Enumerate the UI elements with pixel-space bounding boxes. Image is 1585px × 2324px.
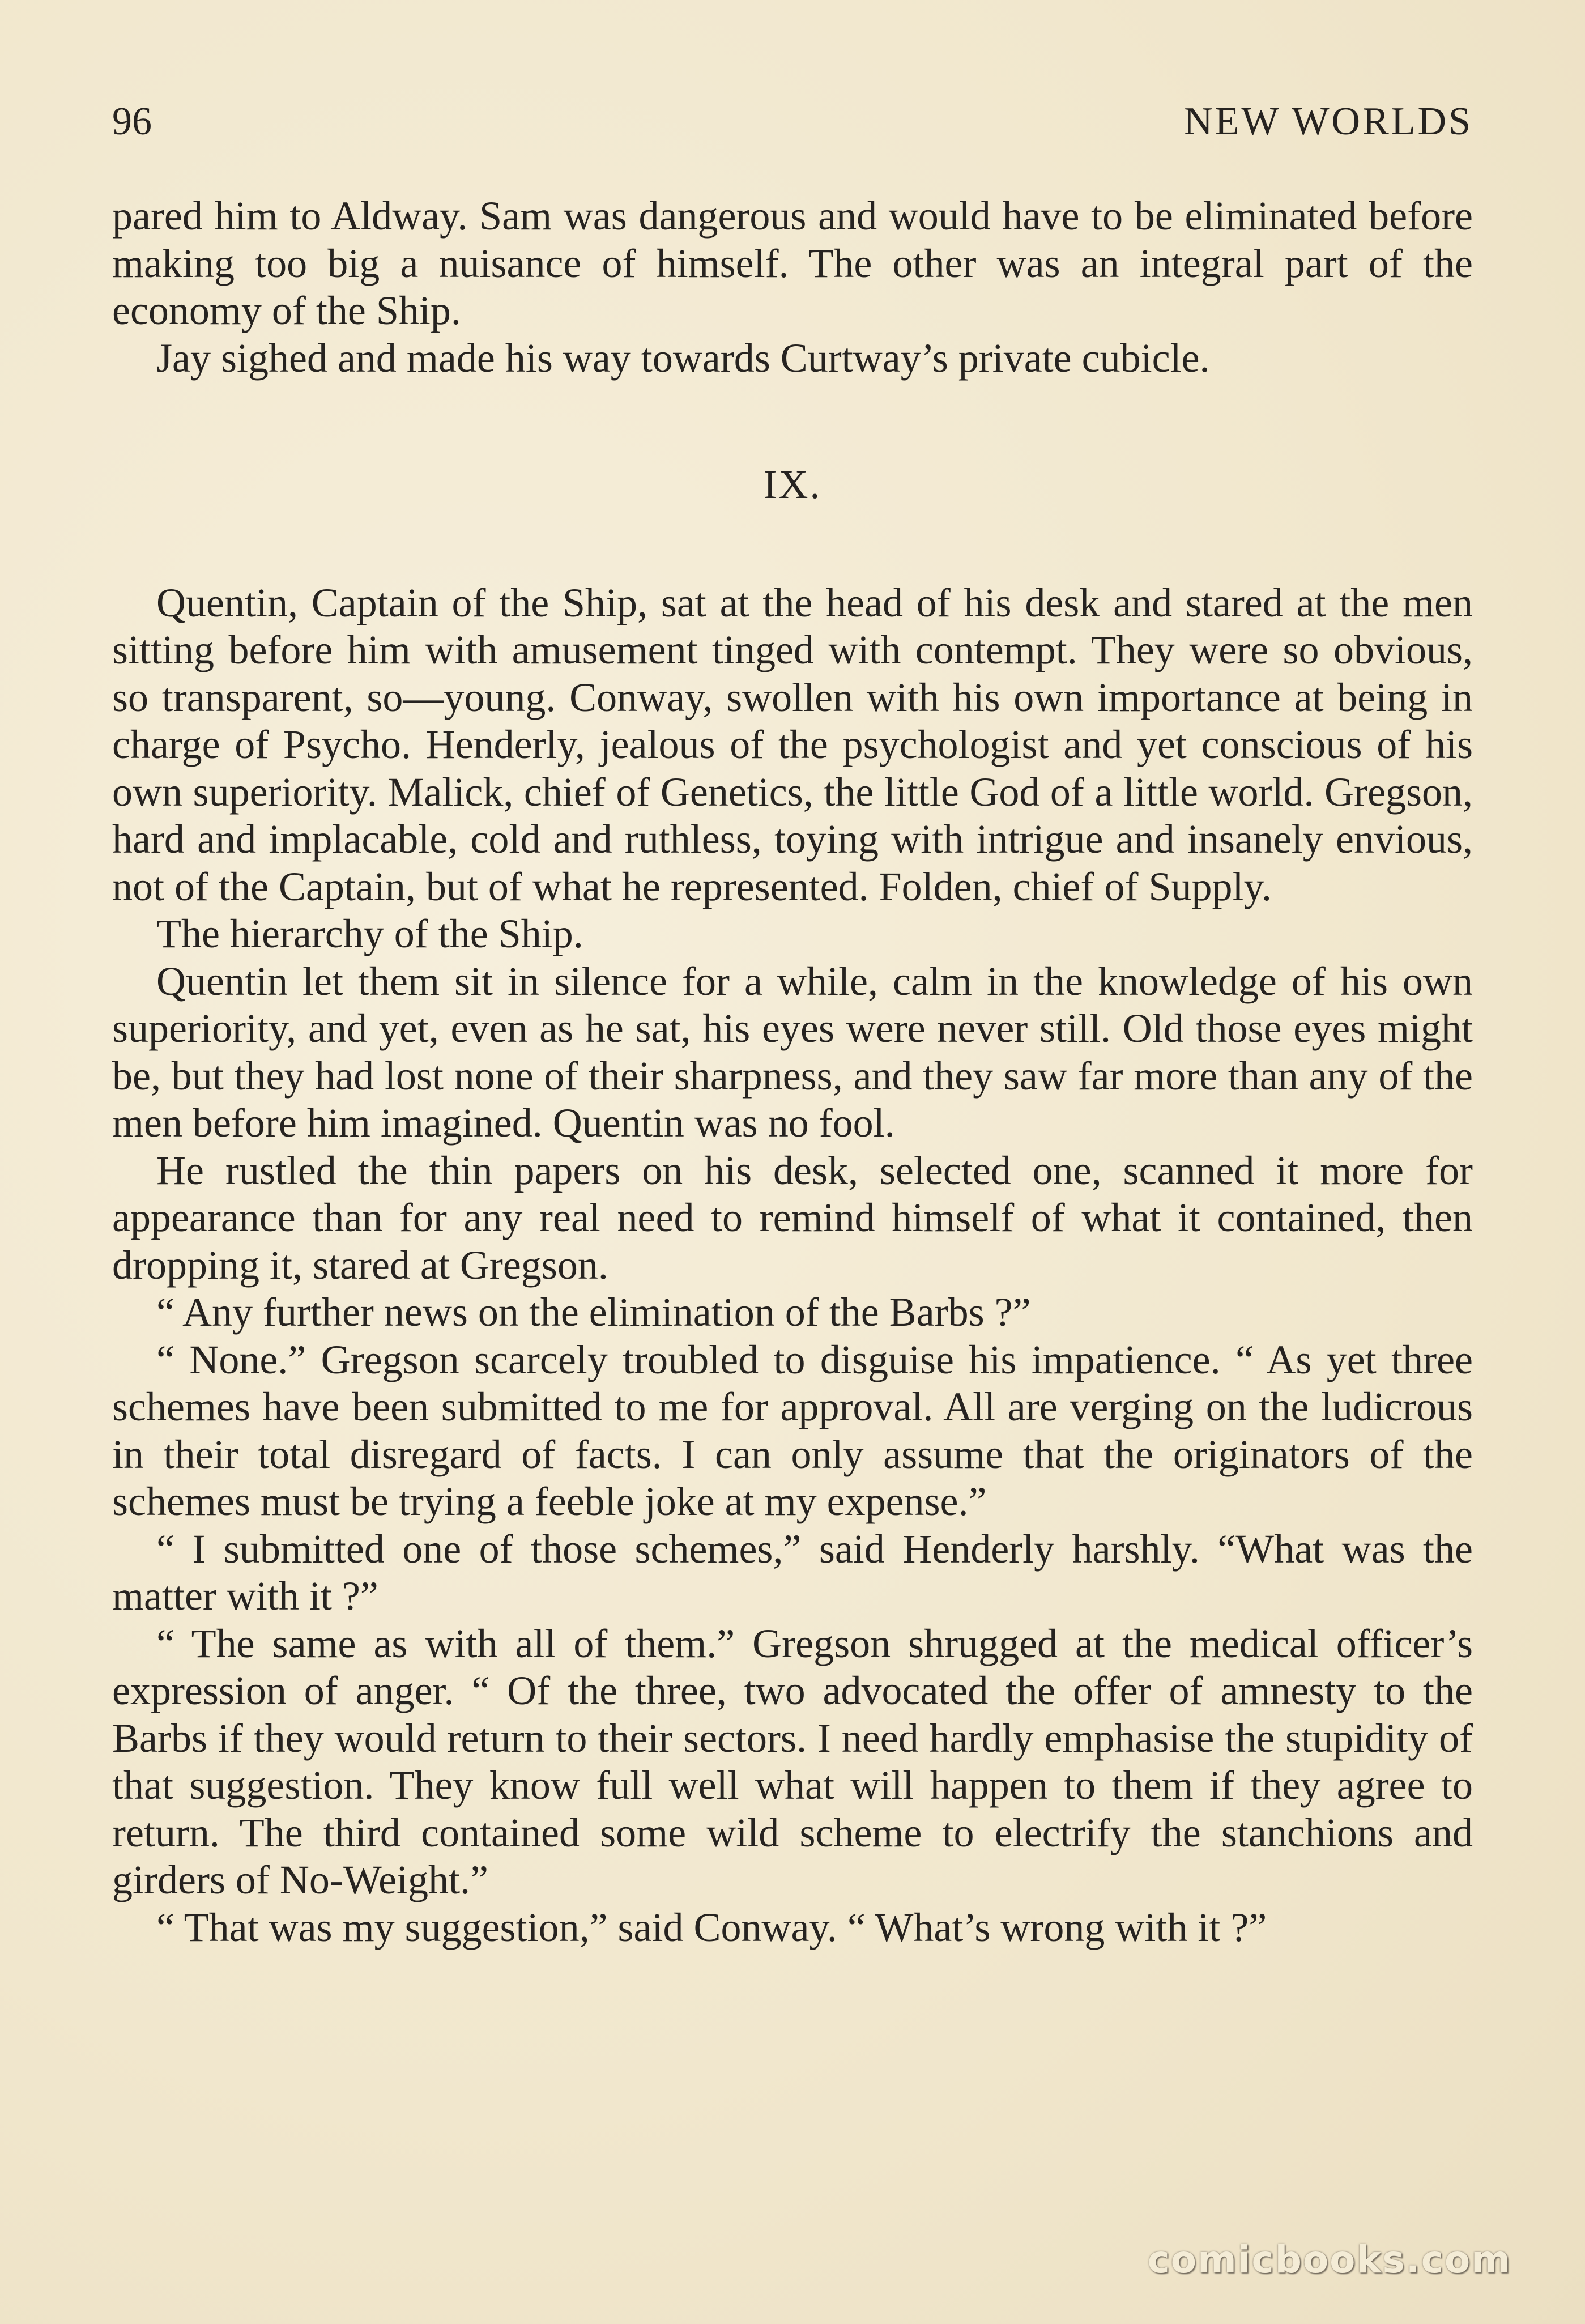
dialogue-paragraph: “ I submitted one of those schemes,” said Henderly harshly. “What was the matter with it ?” <box>112 1526 1473 1619</box>
paragraph: The hierarchy of the Ship. <box>156 911 583 956</box>
paragraph: He rustled the thin papers on his desk, selected one, scanned it more for appearance than for any real need to remind himself of what it contained, then dropping it, stared at Gregson. <box>112 1147 1473 1288</box>
dialogue-paragraph: “ The same as with all of them.” Gregson shrugged at the medical officer’s expression of anger. “ Of the three, two advocated the offer of amnesty to the Barbs if they would return to their sectors. I need hardly emphasise the stupidity of that suggestion. They know full well what will happen to them if they agree to return. The third contained some wild scheme to electrify the stanchions and girders of No-Weight.” <box>112 1620 1473 1902</box>
dialogue-paragraph: “ Any further news on the elimination of the Barbs ?” <box>156 1289 1031 1335</box>
dialogue-paragraph: “ That was my suggestion,” said Conway. “ What’s wrong with it ?” <box>156 1904 1267 1950</box>
chapter-heading: IX. <box>763 462 822 507</box>
dialogue-paragraph: “ None.” Gregson scarcely troubled to disguise his impatience. “ As yet three schemes have been submitted to me for approval. All are verging on the ludicrous in their total disregard of facts. I can only assume that the originators of the schemes must be trying a feeble joke at my expense.” <box>112 1336 1473 1524</box>
watermark: comicbooks.com <box>1147 2238 1511 2282</box>
running-head: NEW WORLDS <box>1184 100 1473 143</box>
paragraph: pared him to Aldway. Sam was dangerous and would have to be eliminated before making too big a nuisance of himself. The other was an integral part of the economy of the Ship. <box>112 193 1473 333</box>
page-header <box>112 96 1473 147</box>
page-body <box>112 193 1473 1951</box>
paragraph: Quentin, Captain of the Ship, sat at the head of his desk and stared at the men sitting before him with amusement tinged with contempt. They were so obvious, so transparent, so—young. Conway, swollen with his own importance at being in charge of Psycho. Henderly, jealous of the psychologist and yet conscious of his own superiority. Malick, chief of Genetics, the little God of a little world. Gregson, hard and implacable, cold and ruthless, toying with intrigue and insanely envious, not of the Captain, but of what he represented. Folden, chief of Supply. <box>112 580 1473 909</box>
page-number: 96 <box>112 100 152 143</box>
paragraph: Jay sighed and made his way towards Curtway’s private cubicle. <box>156 335 1210 381</box>
paragraph: Quentin let them sit in silence for a while, calm in the knowledge of his own superiority, and yet, even as he sat, his eyes were never still. Old those eyes might be, but they had lost none of their sharpness, and they saw far more than any of the men before him imagined. Quentin was no fool. <box>112 958 1473 1146</box>
